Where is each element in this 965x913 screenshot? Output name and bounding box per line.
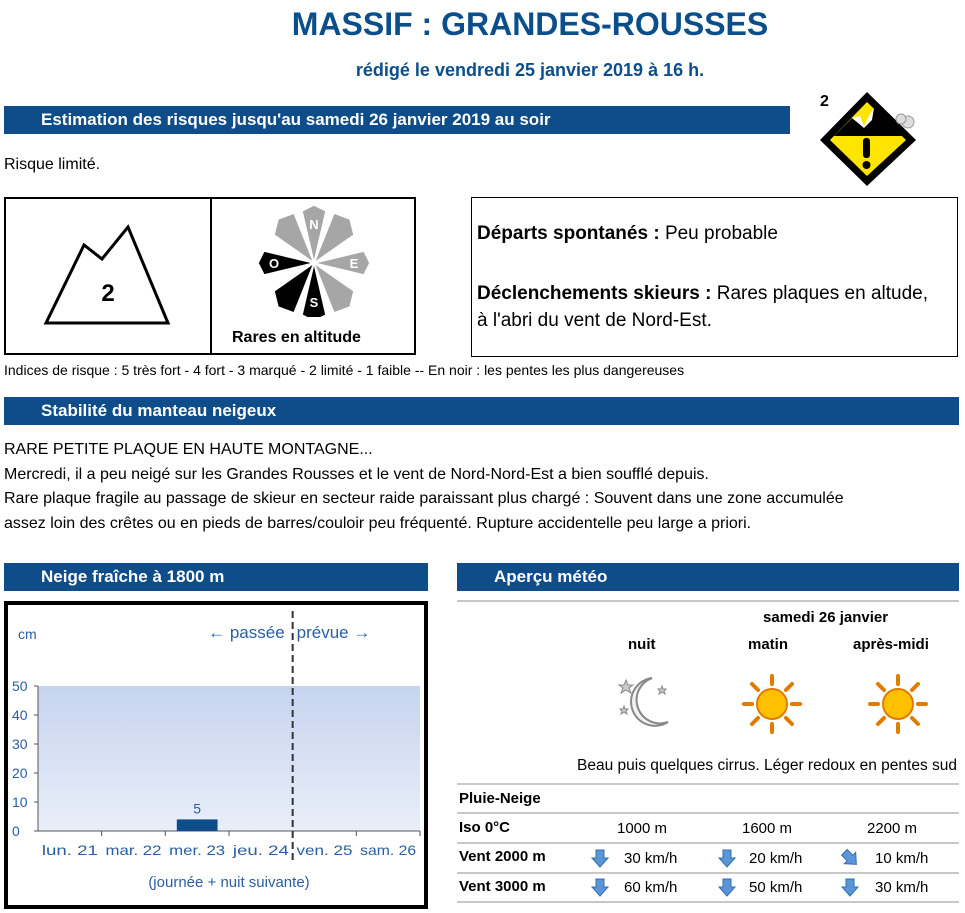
meteo-section-title: Aperçu météo bbox=[494, 567, 608, 586]
departs-value: Peu probable bbox=[664, 223, 778, 244]
vent2000-value: 10 km/h bbox=[875, 850, 929, 867]
meteo-section-header bbox=[457, 563, 959, 591]
sun-icon bbox=[741, 673, 803, 735]
moon-icon bbox=[612, 670, 676, 734]
svg-text:O: O bbox=[268, 256, 280, 271]
risk-summary: Risque limité. bbox=[4, 156, 101, 173]
stability-section-header bbox=[4, 397, 959, 425]
iso-value: 1000 m bbox=[617, 820, 668, 837]
snow-section-title: Neige fraîche à 1800 m bbox=[41, 567, 225, 586]
trigger-box bbox=[471, 197, 958, 357]
data-label: 5 bbox=[193, 800, 202, 817]
meteo-description: Beau puis quelques cirrus. Léger redoux en pentes sud bbox=[577, 757, 957, 774]
iso-value: 1600 m bbox=[742, 820, 793, 837]
x-tick-label: jeu. 24 bbox=[231, 842, 290, 858]
y-tick-label: 40 bbox=[12, 707, 28, 723]
stability-line: Rare plaque fragile au passage de skieur en secteur raide paraissant plus chargé : Souvent dans une zone accumulée bbox=[4, 490, 844, 507]
y-tick-label: 30 bbox=[12, 736, 28, 752]
svg-text:N: N bbox=[309, 217, 319, 232]
arrow-down-icon bbox=[717, 848, 737, 868]
stability-line: RARE PETITE PLAQUE EN HAUTE MONTAGNE... bbox=[4, 441, 373, 458]
x-tick-label: mar. 22 bbox=[105, 842, 162, 858]
stability-line: Mercredi, il a peu neigé sur les Grandes Rousses et le vent de Nord-Nord-Est a bien soufflé depuis. bbox=[4, 465, 709, 483]
snow-section-header bbox=[4, 563, 428, 591]
declench-value: Rares plaques en altude, à l'abri du vent de Nord-Est. bbox=[477, 283, 928, 331]
danger-badge bbox=[812, 86, 922, 191]
y-tick-label: 10 bbox=[12, 794, 28, 810]
badge-level: 2 bbox=[820, 93, 829, 110]
chart-plot-area bbox=[38, 686, 420, 831]
risk-pictogram-box bbox=[4, 197, 416, 355]
future-label: prévue → bbox=[296, 623, 371, 642]
svg-text:E: E bbox=[349, 256, 359, 271]
iso-label: Iso 0°C bbox=[459, 819, 511, 836]
arrow-down-icon bbox=[590, 877, 610, 897]
vent3000-value: 60 km/h bbox=[624, 879, 678, 896]
meteo-period-2: matin bbox=[748, 636, 789, 653]
rose-caption: Rares en altitude bbox=[232, 329, 361, 346]
vent3000-value: 50 km/h bbox=[749, 879, 803, 896]
pluie-neige-label: Pluie-Neige bbox=[459, 790, 541, 807]
snow-chart bbox=[8, 605, 424, 905]
y-axis-label: cm bbox=[18, 626, 37, 642]
vent3000-label: Vent 3000 m bbox=[459, 878, 546, 895]
risk-level-number: 2 bbox=[101, 280, 115, 307]
vent2000-value: 20 km/h bbox=[749, 850, 803, 867]
arrow-down-icon bbox=[840, 877, 860, 897]
x-tick-label: sam. 26 bbox=[360, 842, 417, 858]
vent2000-value: 30 km/h bbox=[624, 850, 678, 867]
risk-section-header bbox=[4, 106, 790, 134]
x-tick-label: ven. 25 bbox=[296, 842, 353, 858]
meteo-date: samedi 26 janvier bbox=[763, 609, 889, 626]
arrow-down-right-icon bbox=[840, 848, 860, 868]
sun-icon bbox=[867, 673, 929, 735]
stability-line: assez loin des crêtes ou en pieds de barres/couloir peu fréquenté. Rupture accidentelle peu large a priori. bbox=[4, 514, 752, 532]
stability-text bbox=[4, 438, 962, 536]
snow-bar bbox=[177, 819, 218, 831]
y-tick-label: 0 bbox=[12, 823, 20, 839]
iso-value: 2200 m bbox=[867, 820, 918, 837]
svg-text:S: S bbox=[309, 295, 319, 310]
chart-note: (journée + nuit suivante) bbox=[148, 874, 310, 891]
page-subtitle: rédigé le vendredi 25 janvier 2019 à 16 h. bbox=[355, 60, 705, 80]
mountain-level-icon bbox=[36, 219, 186, 331]
meteo-period-1: nuit bbox=[628, 636, 656, 653]
past-label: ← passée bbox=[208, 623, 285, 642]
declench-line bbox=[477, 280, 937, 334]
vent2000-label: Vent 2000 m bbox=[459, 848, 546, 865]
meteo-period-3: après-midi bbox=[853, 636, 929, 653]
stability-section-title: Stabilité du manteau neigeux bbox=[41, 401, 277, 420]
y-tick-label: 50 bbox=[12, 678, 28, 694]
y-tick-label: 20 bbox=[12, 765, 28, 781]
aspect-rose-icon bbox=[246, 205, 386, 317]
x-tick-label: lun. 21 bbox=[41, 842, 99, 858]
page-title: MASSIF : GRANDES-ROUSSES bbox=[291, 6, 769, 42]
declench-label: Déclenchements skieurs : bbox=[477, 283, 712, 304]
risk-indices: Indices de risque : 5 très fort - 4 fort - 3 marqué - 2 limité - 1 faible -- En noir : les pentes les plus dangereuses bbox=[4, 362, 685, 378]
vent3000-value: 30 km/h bbox=[875, 879, 929, 896]
arrow-down-icon bbox=[717, 877, 737, 897]
snow-chart-frame bbox=[4, 601, 428, 909]
x-tick-label: mer. 23 bbox=[169, 842, 226, 858]
departs-line bbox=[477, 223, 778, 245]
departs-label: Départs spontanés : bbox=[477, 223, 660, 244]
arrow-down-icon bbox=[590, 848, 610, 868]
risk-section-title: Estimation des risques jusqu'au samedi 26 janvier 2019 au soir bbox=[41, 110, 551, 129]
